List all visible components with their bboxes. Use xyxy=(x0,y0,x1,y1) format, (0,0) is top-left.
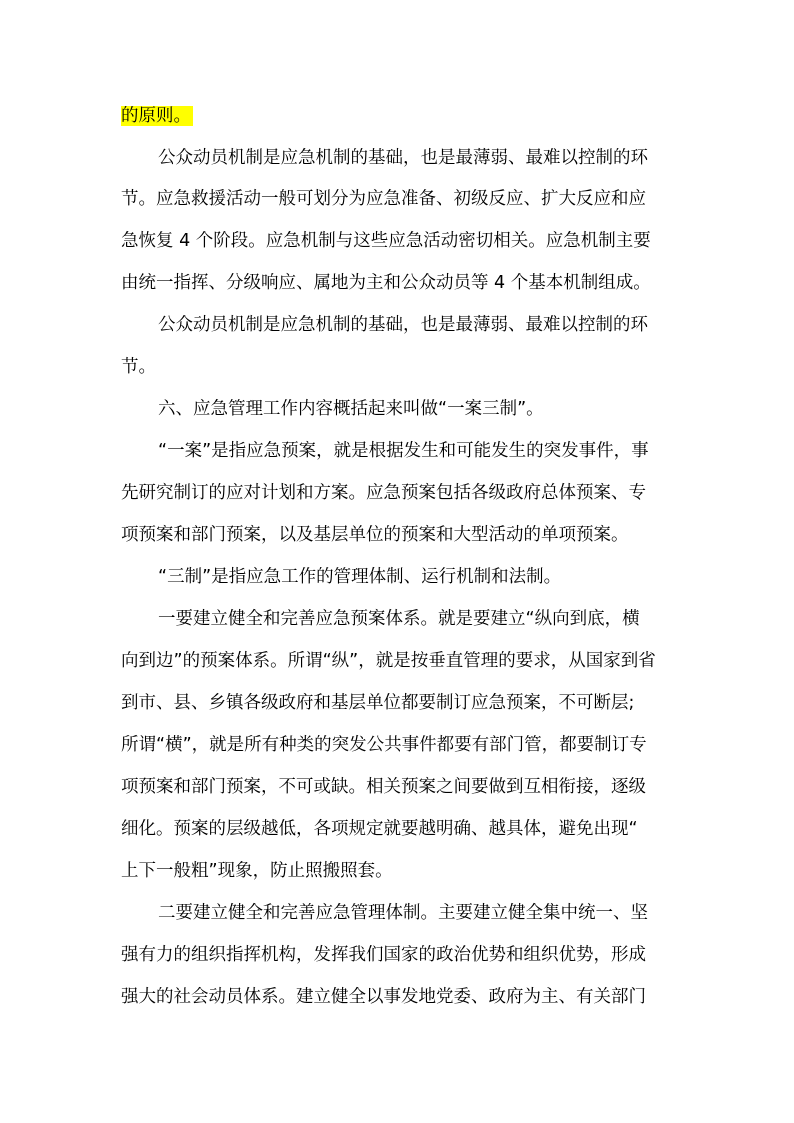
text-line: 上下一般粗”现象，防止照搬照套。 xyxy=(121,861,393,881)
text-line: 先研究制订的应对计划和方案。应急预案包括各级政府总体预案、专 xyxy=(121,483,646,503)
paragraph-first-line: 公众动员机制是应急机制的基础，也是最薄弱、最难以控制的环 xyxy=(158,315,648,335)
paragraph-first-line: 一要建立健全和完善应急预案体系。就是要建立“纵向到底，横 xyxy=(158,609,640,629)
text-line: 细化。预案的层级越低，各项规定就要越明确、越具体，避免出现“ xyxy=(121,819,638,839)
paragraph-first-line: 公众动员机制是应急机制的基础，也是最薄弱、最难以控制的环 xyxy=(158,148,648,168)
text-line: 由统一指挥、分级响应、属地为主和公众动员等 4 个基本机制组成。 xyxy=(121,273,651,293)
text-line: 强大的社会动员体系。建立健全以事发地党委、政府为主、有关部门 xyxy=(121,987,646,1007)
text-line: 向到边”的预案体系。所谓“纵”，就是按垂直管理的要求，从国家到省 xyxy=(121,651,656,671)
text-line: 节。 xyxy=(121,357,156,377)
paragraph-first-line: “一案”是指应急预案，就是根据发生和可能发生的突发事件，事 xyxy=(158,441,649,461)
section-heading: 六、应急管理工作内容概括起来叫做“一案三制”。 xyxy=(158,399,544,419)
text-line: 到市、县、乡镇各级政府和基层单位都要制订应急预案，不可断层; xyxy=(121,693,635,713)
text-line: 所谓“横”，就是所有种类的突发公共事件都要有部门管，都要制订专 xyxy=(121,735,647,755)
text-line: 强有力的组织指挥机构，发挥我们国家的政治优势和组织优势，形成 xyxy=(121,945,646,965)
highlighted-text: 的原则。 xyxy=(121,106,191,126)
text-line: 节。应急救援活动一般可划分为应急准备、初级反应、扩大反应和应 xyxy=(121,189,646,209)
paragraph-first-line: “三制”是指应急工作的管理体制、运行机制和法制。 xyxy=(158,567,562,587)
paragraph-first-line: 二要建立健全和完善应急管理体制。主要建立健全集中统一、坚 xyxy=(158,903,648,923)
text-line xyxy=(121,103,681,129)
text-line: 急恢复 4 个阶段。应急机制与这些应急活动密切相关。应急机制主要 xyxy=(121,231,651,251)
text-line: 项预案和部门预案，以及基层单位的预案和大型活动的单项预案。 xyxy=(121,525,629,545)
text-line: 项预案和部门预案，不可或缺。相关预案之间要做到互相衔接，逐级 xyxy=(121,777,646,797)
